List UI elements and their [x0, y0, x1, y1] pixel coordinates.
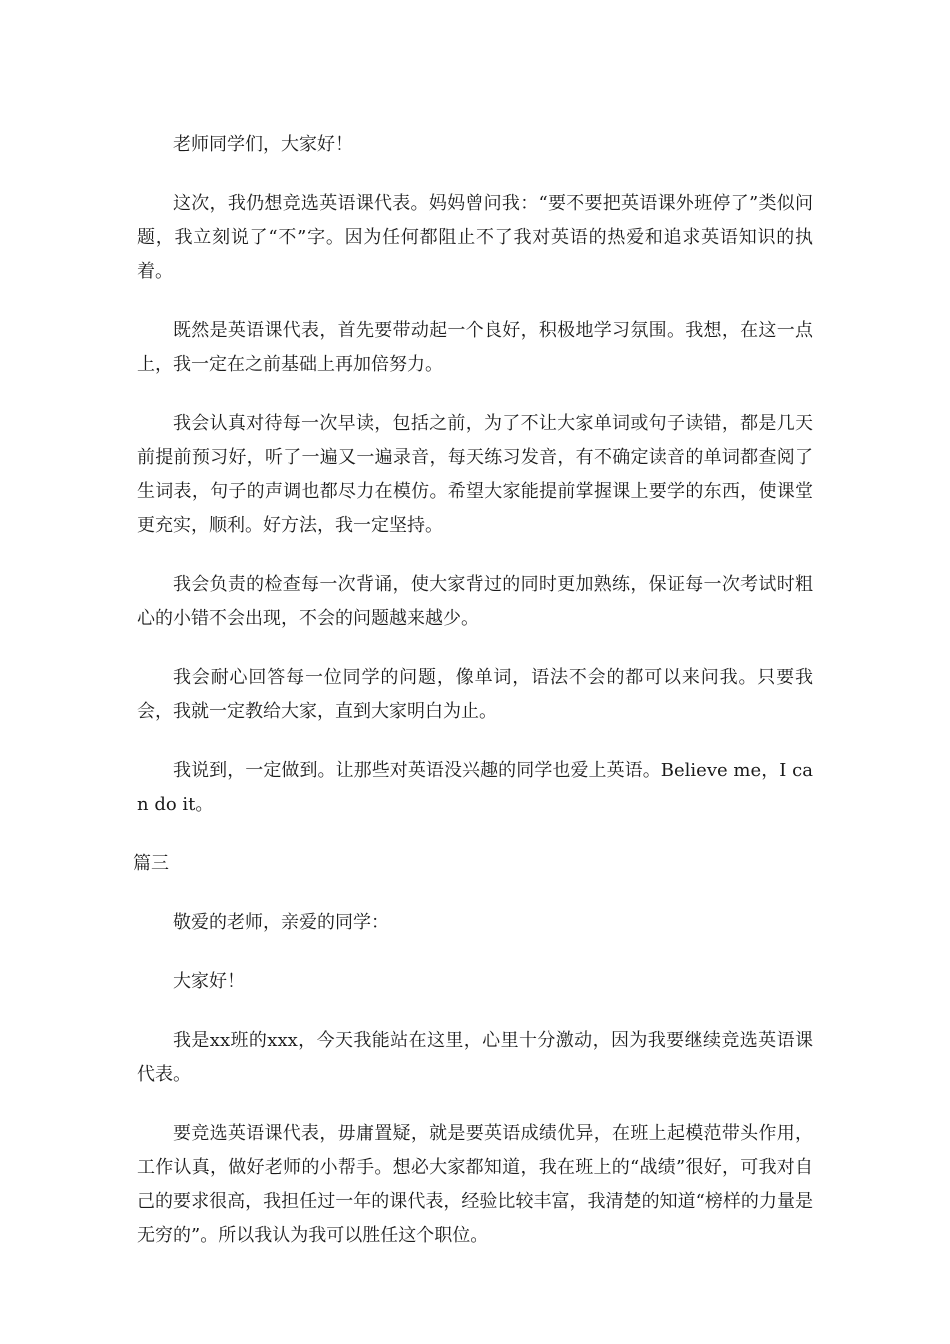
paragraph-intro: 这次，我仍想竞选英语课代表。妈妈曾问我：“要不要把英语课外班停了”类似问题，我立刻说了“不”字。因为任何都阻止不了我对英语的热爱和追求英语知识的执着。: [137, 193, 813, 282]
paragraph-hello: 大家好！: [173, 971, 245, 992]
paragraph-answer-questions: 我会耐心回答每一位同学的问题，像单词，语法不会的都可以来问我。只要我会，我就一定教给大家，直到大家明白为止。: [137, 667, 813, 722]
paragraph-salutation: 敬爱的老师，亲爱的同学：: [173, 912, 389, 933]
paragraph-self-intro: 我是xx班的xxx，今天我能站在这里，心里十分激动，因为我要继续竞选英语课代表。: [137, 1030, 813, 1085]
document-body: [133, 128, 813, 1278]
paragraph-greeting: 老师同学们，大家好！: [173, 134, 353, 155]
paragraph-promise: 我说到，一定做到。让那些对英语没兴趣的同学也爱上英语。Believe me，I can do it。: [137, 760, 813, 815]
paragraph-morning-reading: 我会认真对待每一次早读，包括之前，为了不让大家单词或句子读错，都是几天前提前预习好，听了一遍又一遍录音，每天练习发音，有不确定读音的单词都查阅了生词表，句子的声调也都尽力在模仿。希望大家能提前掌握课上要学的东西，使课堂更充实，顺利。好方法，我一定坚持。: [137, 413, 813, 536]
section-heading: 篇三: [133, 853, 169, 874]
paragraph-recitation: 我会负责的检查每一次背诵，使大家背过的同时更加熟练，保证每一次考试时粗心的小错不会出现，不会的问题越来越少。: [137, 574, 813, 629]
paragraph-qualifications: 要竞选英语课代表，毋庸置疑，就是要英语成绩优异，在班上起模范带头作用，工作认真，做好老师的小帮手。想必大家都知道，我在班上的“战绩”很好，可我对自己的要求很高，我担任过一年的课代表，经验比较丰富，我清楚的知道“榜样的力量是无穷的”。所以我认为我可以胜任这个职位。: [137, 1123, 813, 1246]
paragraph-atmosphere: 既然是英语课代表，首先要带动起一个良好，积极地学习氛围。我想，在这一点上，我一定在之前基础上再加倍努力。: [137, 320, 813, 375]
